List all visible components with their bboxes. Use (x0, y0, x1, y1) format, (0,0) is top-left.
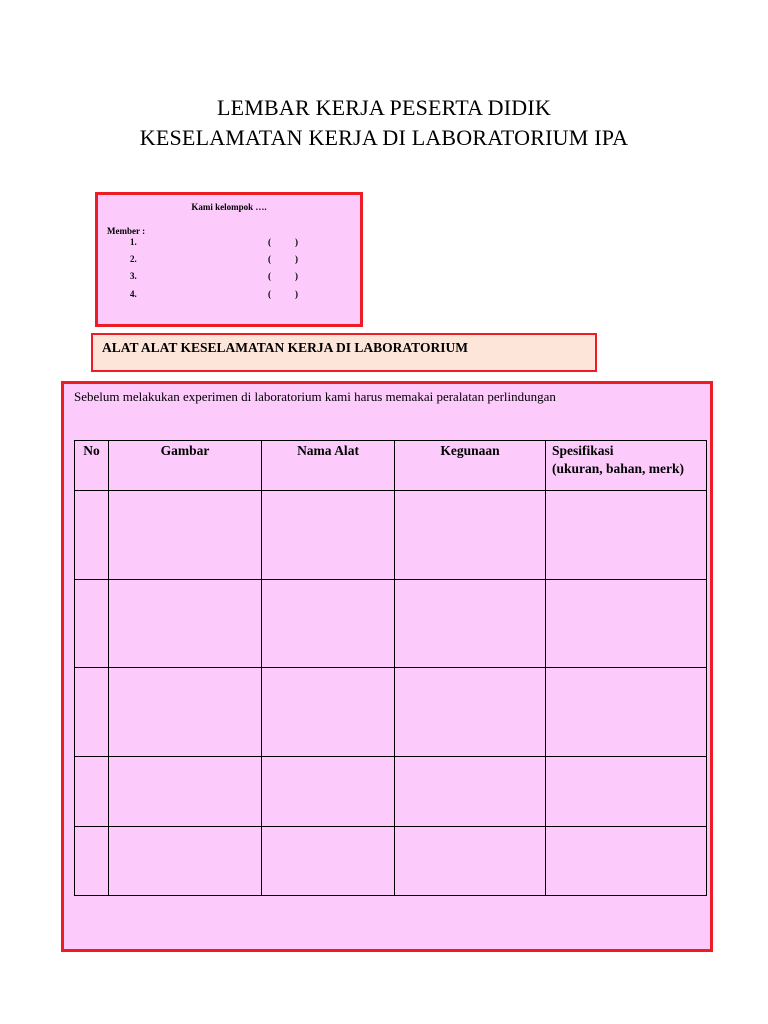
member-row (98, 237, 360, 251)
member-label: Member : (107, 226, 146, 236)
column-header-nama-alat: Nama Alat (262, 441, 395, 491)
member-number: 4. (130, 289, 137, 299)
column-header-spesifikasi (546, 441, 707, 491)
column-header-gambar: Gambar (109, 441, 262, 491)
table-header-row (75, 441, 707, 491)
member-name-slot[interactable] (268, 254, 298, 264)
cell-no[interactable] (75, 668, 109, 757)
intro-text: Sebelum melakukan experimen di laboratorium kami harus memakai peralatan perlindungan (74, 389, 556, 404)
cell-nama-alat[interactable] (262, 491, 395, 580)
cell-no[interactable] (75, 827, 109, 896)
cell-gambar[interactable] (109, 757, 262, 827)
cell-kegunaan[interactable] (395, 580, 546, 668)
cell-no[interactable] (75, 491, 109, 580)
close-paren: ) (295, 271, 298, 281)
section-banner (91, 333, 597, 372)
cell-kegunaan[interactable] (395, 757, 546, 827)
table-row (75, 757, 707, 827)
member-number: 1. (130, 237, 137, 247)
worksheet-box (61, 381, 713, 952)
column-header-kegunaan: Kegunaan (395, 441, 546, 491)
column-header-no: No (75, 441, 109, 491)
member-name-slot[interactable] (268, 237, 298, 247)
member-name-slot[interactable] (268, 271, 298, 281)
cell-no[interactable] (75, 580, 109, 668)
table-row (75, 668, 707, 757)
cell-spesifikasi[interactable] (546, 668, 707, 757)
member-number: 3. (130, 271, 137, 281)
table-row (75, 827, 707, 896)
member-name-slot[interactable] (268, 289, 298, 299)
group-heading: Kami kelompok …. (191, 202, 267, 212)
table-row (75, 491, 707, 580)
close-paren: ) (295, 289, 298, 299)
cell-gambar[interactable] (109, 491, 262, 580)
cell-spesifikasi[interactable] (546, 757, 707, 827)
cell-nama-alat[interactable] (262, 827, 395, 896)
cell-spesifikasi[interactable] (546, 580, 707, 668)
spesifikasi-sublabel: (ukuran, bahan, merk) (552, 461, 685, 476)
open-paren: ( (268, 237, 271, 247)
cell-kegunaan[interactable] (395, 827, 546, 896)
cell-spesifikasi[interactable] (546, 491, 707, 580)
worksheet-subtitle: KESELAMATAN KERJA DI LABORATORIUM IPA (139, 125, 629, 150)
cell-nama-alat[interactable] (262, 757, 395, 827)
cell-gambar[interactable] (109, 668, 262, 757)
cell-no[interactable] (75, 757, 109, 827)
cell-spesifikasi[interactable] (546, 827, 707, 896)
cell-nama-alat[interactable] (262, 580, 395, 668)
cell-kegunaan[interactable] (395, 668, 546, 757)
member-number: 2. (130, 254, 137, 264)
close-paren: ) (295, 237, 298, 247)
member-row (98, 271, 360, 285)
open-paren: ( (268, 289, 271, 299)
equipment-table (74, 440, 707, 896)
cell-gambar[interactable] (109, 827, 262, 896)
section-heading: ALAT ALAT KESELAMATAN KERJA DI LABORATORIUM (102, 340, 468, 355)
open-paren: ( (268, 271, 271, 281)
open-paren: ( (268, 254, 271, 264)
member-row (98, 254, 360, 268)
spesifikasi-label: Spesifikasi (552, 443, 614, 458)
member-row (98, 289, 360, 303)
worksheet-title: LEMBAR KERJA PESERTA DIDIK (217, 95, 551, 120)
group-info-box (95, 192, 363, 327)
cell-kegunaan[interactable] (395, 491, 546, 580)
cell-nama-alat[interactable] (262, 668, 395, 757)
table-row (75, 580, 707, 668)
cell-gambar[interactable] (109, 580, 262, 668)
close-paren: ) (295, 254, 298, 264)
